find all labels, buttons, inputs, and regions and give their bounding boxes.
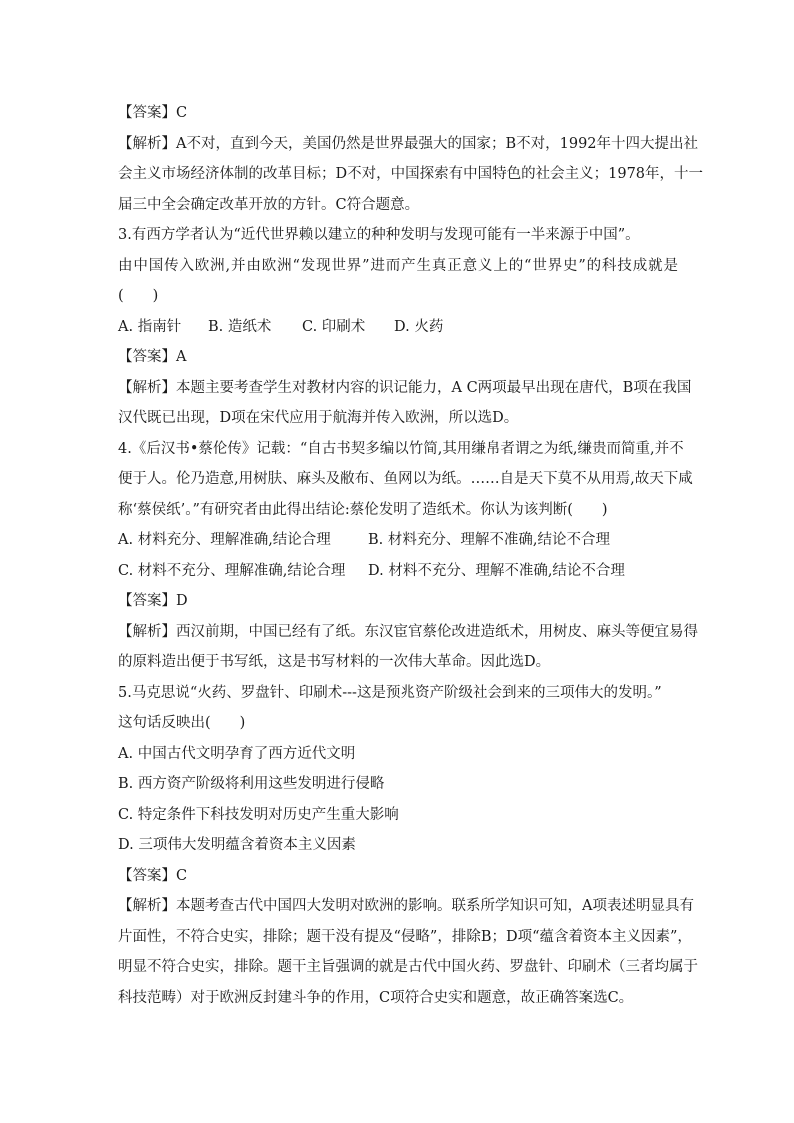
explanation-line: 【解析】本题考查古代中国四大发明对欧洲的影响。联系所学知识可知，A项表述明显具有: [118, 898, 694, 914]
option-row: [118, 525, 678, 556]
option-d: D. 三项伟大发明蕴含着资本主义因素: [118, 837, 356, 853]
question-line: 4.《后汉书•蔡伦传》记载：“自古书契多编以竹简,其用缣帛者谓之为纸,缣贵而简重,并不: [118, 440, 684, 457]
option-c: C. 印刷术: [302, 318, 366, 335]
answer-label: 【答案】D: [118, 593, 188, 609]
explanation-block: [118, 617, 698, 678]
option-d: D. 火药: [394, 318, 444, 335]
question-3: [118, 220, 678, 312]
explanation-block: [118, 129, 704, 221]
explanation-line: 的原料造出便于书写纸，这是书写材料的一次伟大革命。因此选D。: [118, 654, 551, 670]
explanation-line: 片面性，不符合史实，排除；题干没有提及“侵略”，排除B；D项“蕴含着资本主义因素”，: [118, 928, 692, 945]
answer-label: 【答案】C: [118, 867, 188, 884]
explanation-line: 明显不符合史实，排除。题干主旨强调的就是古代中国火药、罗盘针、印刷术（三者均属于: [118, 959, 698, 975]
explanation-block: [118, 373, 692, 434]
explanation-block: [118, 891, 698, 1013]
option-b: B. 材料充分、理解不准确,结论不合理: [368, 532, 610, 548]
explanation-line: 【解析】A不对，直到今天，美国仍然是世界最强大的国家；B不对，1992年十四大提出社: [118, 135, 699, 152]
explanation-line: 【解析】本题主要考查学生对教材内容的识记能力，A C两项最早出现在唐代，B项在我国: [118, 379, 692, 396]
question-3-options: [118, 312, 678, 343]
question-line: 3.有西方学者认为“近代世界赖以建立的种种发明与发现可能有一半来源于中国”。: [118, 227, 640, 243]
option-c: C. 材料不充分、理解准确,结论合理: [118, 562, 346, 579]
option-a: A. 材料充分、理解准确,结论合理: [118, 532, 331, 548]
question-line: 由中国传入欧洲,并由欧洲“发现世界”进而产生真正意义上的“世界史”的科技成就是: [118, 257, 678, 274]
explanation-line: 【解析】西汉前期，中国已经有了纸。东汉宦官蔡伦改进造纸术，用树皮、麻头等便宜易得: [118, 623, 698, 640]
question-line: ( ): [118, 288, 159, 304]
explanation-line: 汉代既已出现，D项在宋代应用于航海并传入欧洲，所以选D。: [118, 410, 519, 426]
option-c: C. 特定条件下科技发明对历史产生重大影响: [118, 806, 399, 823]
option-b: B. 西方资产阶级将利用这些发明进行侵略: [118, 776, 385, 792]
option-a: A. 中国古代文明孕育了西方近代文明: [118, 745, 356, 762]
explanation-line: 科技范畴）对于欧洲反封建斗争的作用，C项符合史实和题意，故正确答案选C。: [118, 989, 634, 1006]
question-line: 这句话反映出( ): [118, 715, 246, 731]
question-4-options: [118, 525, 678, 586]
option-d: D. 材料不充分、理解不准确,结论不合理: [368, 562, 625, 579]
option-row: [118, 556, 678, 587]
question-4: [118, 434, 693, 526]
explanation-line: 届三中全会确定改革开放的方针。C符合题意。: [118, 196, 420, 213]
question-line: 5.马克思说“火药、罗盘针、印刷术---这是预兆资产阶级社会到来的三项伟大的发明。”: [118, 684, 662, 701]
option-b: B. 造纸术: [208, 318, 272, 335]
explanation-line: 会主义市场经济体制的改革目标；D不对，中国探索有中国特色的社会主义；1978年，十一: [118, 166, 704, 182]
question-line: 称‘蔡侯纸’。”有研究者由此得出结论:蔡伦发明了造纸术。你认为该判断( ): [118, 501, 608, 518]
document-page: [118, 98, 704, 1013]
answer-label: 【答案】C: [118, 105, 188, 121]
question-5: [118, 678, 678, 739]
answer-label: 【答案】A: [118, 349, 187, 365]
option-a: A. 指南针: [118, 318, 182, 335]
question-5-options: [118, 739, 678, 861]
question-line: 便于人。伦乃造意,用树肤、麻头及敝布、鱼网以为纸。……自是天下莫不从用焉,故天下咸: [118, 471, 693, 487]
